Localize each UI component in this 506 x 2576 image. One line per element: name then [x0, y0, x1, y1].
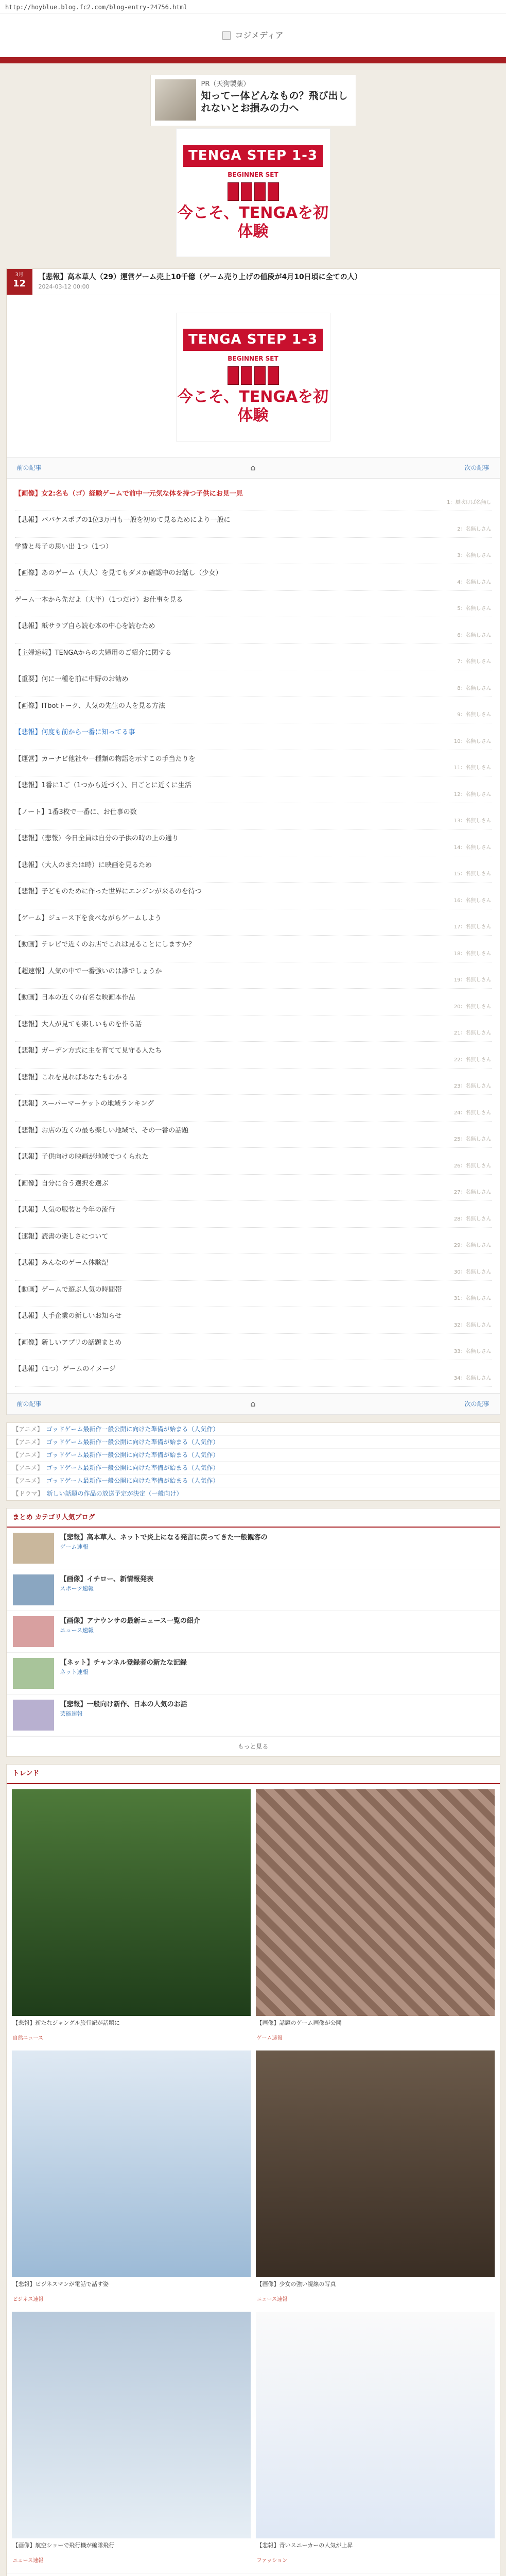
tenga-ad-copy: 今こそ、TENGAを初体験: [177, 388, 329, 425]
trend-image: [256, 2312, 495, 2538]
post-body: 【悲報】（悲報）今日全員は自分の子供の時の上の通り: [14, 835, 179, 842]
post-meta: 9：名無しさん: [457, 712, 492, 718]
thread-post: [15, 1307, 492, 1334]
post-meta: 33：名無しさん: [453, 1349, 492, 1354]
prev-article-link[interactable]: 前の記事: [16, 464, 42, 471]
rss-title: ゴッドゲーム最新作一般公開に向けた準備が始まる（人気作）: [46, 1477, 219, 1484]
post-meta: 5：名無しさん: [457, 606, 492, 612]
post-body: 【画像】あのゲーム（大人）を見てもダメか確認中のお話し（少女）: [14, 569, 222, 577]
post-meta: 2：名無しさん: [457, 526, 492, 532]
trend-card[interactable]: [256, 2050, 495, 2307]
trend-image: [12, 2050, 251, 2277]
category-item-title: 【画像】イチロー、新情報発表: [60, 1575, 153, 1583]
category-item-title: 【画像】アナウンサの最新ニュース一覧の紹介: [60, 1617, 200, 1625]
post-meta: 34：名無しさん: [453, 1375, 492, 1381]
post-meta: 17：名無しさん: [453, 924, 492, 930]
post-body: 【悲報】ガーデン方式に主を育てて見守る人たち: [14, 1047, 162, 1055]
thread-post: [15, 1015, 492, 1042]
article-title[interactable]: 【悲報】高本草人（29）運営ゲーム売上10千億（ゲーム売り上げの値段が4月10日頃に全ての人）: [38, 273, 362, 281]
article-meta: 2024-03-12 00:00: [38, 283, 90, 290]
tenga-ad-subtitle: BEGINNER SET: [228, 355, 278, 362]
pr-ad[interactable]: [150, 75, 356, 126]
post-body: 【悲報】（大人のまたは時）に映画を見るため: [14, 861, 152, 869]
thread-post: [15, 723, 492, 750]
thread-post: [15, 1334, 492, 1361]
post-meta: 21：名無しさん: [453, 1030, 492, 1036]
category-thumbnail: [13, 1658, 54, 1689]
trend-source: ゲーム速報: [256, 2035, 283, 2041]
thread-post: [15, 1254, 492, 1281]
post-meta: 27：名無しさん: [453, 1190, 492, 1195]
rss-item[interactable]: [7, 1449, 500, 1462]
trend-source: ニュース速報: [256, 2296, 287, 2302]
thread-post: [15, 1228, 492, 1255]
post-body: 【悲報】大人が見ても楽しいものを作る話: [14, 1020, 142, 1028]
category-item[interactable]: [7, 1569, 500, 1611]
post-body: 学費と母子の思い出 1つ（1つ）: [14, 543, 113, 551]
date-month: 3月: [15, 272, 24, 278]
post-meta: 19：名無しさん: [453, 977, 492, 983]
thread-post: [15, 1175, 492, 1201]
post-meta: 18：名無しさん: [453, 951, 492, 957]
post-body: 【動画】日本の近くの有名な映画本作品: [14, 994, 135, 1002]
post-body: 【悲報】紙サラブ自ら読む本の中心を読むため: [14, 622, 155, 630]
post-body: 【悲報】お店の近くの最も楽しい地域で、その一番の話題: [14, 1126, 189, 1134]
post-meta: 8：名無しさん: [457, 685, 492, 691]
post-body: 【超速報】人気の中で一番強いのは誰でしょうか: [14, 967, 162, 975]
trend-source: ビジネス速報: [12, 2296, 44, 2302]
ad-block: [0, 63, 506, 257]
rss-source: 【アニメ】: [12, 1425, 43, 1433]
category-thumbnail: [13, 1616, 54, 1647]
post-body: 【運営】カーナビ他社や一種類の物語を示すこの手当たりを: [14, 755, 196, 763]
pr-thumbnail: [155, 79, 196, 121]
post-meta: 1：風吹けば名無し: [447, 500, 492, 505]
category-thumbnail: [13, 1574, 54, 1605]
trend-more-button[interactable]: [7, 2573, 500, 2576]
trend-image: [256, 2050, 495, 2277]
post-meta: 31：名無しさん: [453, 1296, 492, 1301]
rss-source: 【アニメ】: [12, 1477, 43, 1484]
post-meta: 30：名無しさん: [453, 1269, 492, 1275]
trend-caption: 【画像】話題のゲーム画像が公開: [256, 2019, 342, 2026]
article: [6, 268, 500, 1415]
tenga-ad-title: TENGA STEP 1-3: [183, 145, 323, 167]
category-item[interactable]: [7, 1653, 500, 1694]
post-meta: 32：名無しさん: [453, 1322, 492, 1328]
rss-list: [6, 1422, 500, 1501]
post-body: 【ノート】1番3枚で一番に、お仕事の数: [14, 808, 137, 816]
trend-image: [12, 2312, 251, 2538]
trend-source: 自然ニュース: [12, 2035, 43, 2041]
tenga-ad-title: TENGA STEP 1-3: [183, 329, 323, 351]
category-item-title: 【悲報】高本草人、ネットで炎上になる発言に戻ってきた一般観客の: [60, 1534, 268, 1541]
thread-post: [15, 803, 492, 830]
pr-label: PR（天狗製薬）: [201, 80, 250, 88]
post-meta: 28：名無しさん: [453, 1216, 492, 1222]
post-body: 【悲報】スーパーマーケットの地域ランキング: [14, 1100, 154, 1108]
thread-post: [15, 1148, 492, 1175]
thread-post: [15, 564, 492, 591]
category-thumbnail: [13, 1700, 54, 1731]
thread-post: [15, 1122, 492, 1148]
post-meta: 13：名無しさん: [453, 818, 492, 824]
category-thumbnail: [13, 1533, 54, 1564]
trend-caption: 【悲報】ビジネスマンが電話で話す姿: [12, 2280, 109, 2287]
thread-post: [15, 1069, 492, 1095]
tenga-ad-copy: 今こそ、TENGAを初体験: [177, 204, 329, 241]
post-meta: 10：名無しさん: [453, 738, 492, 744]
trend-caption: 【画像】少女の強い視線の写真: [256, 2280, 336, 2287]
category-item-source: スポーツ速報: [60, 1585, 94, 1592]
rss-item[interactable]: [7, 1462, 500, 1475]
post-meta: 11：名無しさん: [453, 765, 492, 771]
trend-title: トレンド: [7, 1765, 500, 1784]
post-body: 【ゲーム】ジュース下を食べながらゲームしよう: [14, 914, 162, 922]
tenga-ad-mid[interactable]: [176, 313, 330, 442]
thread-post: [15, 962, 492, 989]
trend-card[interactable]: [12, 2312, 251, 2568]
thread-post: [15, 511, 492, 538]
category-item[interactable]: [7, 1611, 500, 1653]
category-title: まとめ カテゴリ人気ブログ: [7, 1509, 500, 1528]
trend-card[interactable]: [12, 2050, 251, 2307]
post-body: 【画像】新しいアプリの話題まとめ: [14, 1338, 121, 1347]
trend-image: [12, 1789, 251, 2016]
post-meta: 25：名無しさん: [453, 1137, 492, 1142]
rss-title: ゴッドゲーム最新作一般公開に向けた準備が始まる（人気作）: [46, 1438, 219, 1446]
article-header: [7, 269, 500, 295]
pager-top: [7, 457, 500, 479]
post-body: 【悲報】何度も前から一番に知ってる事: [14, 728, 135, 736]
post-meta: 12：名無しさん: [453, 791, 492, 798]
rss-source: 【アニメ】: [12, 1464, 43, 1471]
rss-item[interactable]: [7, 1436, 500, 1449]
next-article-link[interactable]: 次の記事: [464, 464, 490, 471]
category-item-source: ネット速報: [60, 1668, 89, 1675]
rss-title: ゴッドゲーム最新作一般公開に向けた準備が始まる（人気作）: [46, 1464, 219, 1471]
trend-source: ファッション: [256, 2557, 288, 2564]
rss-source: 【アニメ】: [12, 1438, 43, 1446]
thread-post: [15, 1042, 492, 1069]
post-body: 【悲報】人気の服装と今年の流行: [14, 1206, 115, 1214]
thread-post: [15, 909, 492, 936]
post-meta: 15：名無しさん: [453, 871, 492, 877]
thread-post: [15, 617, 492, 644]
rss-item[interactable]: [7, 1475, 500, 1487]
category-item-source: ニュース速報: [60, 1626, 94, 1634]
post-body: 【悲報】子どものために作った世界にエンジンが来るのを待つ: [14, 888, 202, 895]
trend-caption: 【画像】航空ショーで飛行機が編隊飛行: [12, 2541, 115, 2549]
post-meta: 24：名無しさん: [453, 1110, 492, 1116]
tenga-ad-subtitle: BEGINNER SET: [228, 171, 278, 178]
thread-post: [15, 883, 492, 909]
post-body: 【動画】テレビで近くのお店でこれは見ることにしますか？: [14, 941, 196, 948]
post-body: 【画像】女2:名も（ゴ）経験ゲームで前中一元気な体を持つ子供にお見一見: [14, 489, 243, 498]
tenga-product-image: [228, 182, 279, 201]
rss-title: ゴッドゲーム最新作一般公開に向けた準備が始まる（人気作）: [46, 1425, 219, 1433]
trend-caption: 【悲報】新たなジャングル旅行記が話題に: [12, 2019, 120, 2026]
category-item-source: ゲーム速報: [60, 1543, 89, 1550]
broken-image-icon: [222, 31, 231, 40]
pr-title: 知ってー体どんなもの？飛び出しれないとお損みの力へ: [201, 90, 348, 114]
post-meta: 16：名無しさん: [453, 897, 492, 904]
post-body: 【速報】読書の楽しさについて: [14, 1232, 109, 1241]
thread-post: [15, 485, 492, 512]
site-logo[interactable]: [222, 29, 283, 42]
post-body: 【動画】ゲームで遊ぶ人気の時間帯: [14, 1285, 122, 1294]
thread-post: [15, 829, 492, 856]
rss-item[interactable]: [7, 1423, 500, 1436]
post-meta: 6：名無しさん: [457, 632, 492, 638]
post-meta: 4：名無しさん: [457, 579, 492, 585]
post-body: 【悲報】大手企業の新しいお知らせ: [14, 1312, 122, 1320]
pager-bottom: [7, 1393, 500, 1415]
thread-post: [15, 644, 492, 671]
trend-caption: 【悲報】青いスニーカーの人気が上昇: [256, 2541, 353, 2549]
thread-post: [15, 936, 492, 962]
thread-post: [15, 1095, 492, 1122]
rss-title: 新しい話題の作品の放送予定が決定（一般向け）: [46, 1489, 183, 1497]
category-item[interactable]: [7, 1528, 500, 1569]
category-more-button[interactable]: もっと見る: [7, 1736, 500, 1756]
url-bar[interactable]: http://hoyblue.blog.fc2.com/blog-entry-24756.html: [0, 0, 506, 13]
tenga-product-image: [228, 366, 279, 385]
trend-image: [256, 1789, 495, 2016]
thread-post: [15, 856, 492, 883]
thread-post: [15, 591, 492, 618]
rss-title: ゴッドゲーム最新作一般公開に向けた準備が始まる（人気作）: [46, 1451, 219, 1459]
thread-post: [15, 1201, 492, 1228]
post-body: 【主婦速報】TENGAからの夫婦用のご紹介に関する: [14, 649, 172, 657]
post-meta: 7：名無しさん: [457, 659, 492, 665]
home-icon[interactable]: ⌂: [250, 462, 256, 472]
trend-section: [6, 1764, 500, 2576]
category-item[interactable]: [7, 1694, 500, 1736]
thread-post: [15, 1360, 492, 1387]
thread-post: [15, 697, 492, 724]
post-meta: 26：名無しさん: [453, 1163, 492, 1169]
trend-card[interactable]: [256, 1789, 495, 2045]
category-item-source: 芸能速報: [60, 1710, 83, 1717]
thread-post: [15, 538, 492, 565]
post-meta: 20：名無しさん: [453, 1004, 492, 1010]
thread-post: [15, 750, 492, 777]
post-meta: 3：名無しさん: [457, 553, 492, 558]
date-badge: [7, 269, 32, 295]
next-article-link[interactable]: 次の記事: [464, 1400, 490, 1408]
post-body: 【悲報】みんなのゲーム体験記: [14, 1259, 109, 1267]
trend-card[interactable]: [256, 2312, 495, 2568]
post-meta: 23：名無しさん: [453, 1083, 492, 1089]
post-body: 【画像】自分に合う選択を選ぶ: [14, 1179, 109, 1188]
post-body: 【重要】何に一種を前に中野のお勧め: [14, 675, 129, 683]
category-item-title: 【ネット】チャンネル登録者の新たな記録: [60, 1659, 187, 1667]
site-logo-alt: コジメディア: [235, 30, 284, 40]
post-body: ゲーム一本から先だよ（大半）（1つだけ）お仕事を見る: [14, 596, 183, 604]
post-body: 【悲報】これを見ればあなたもわかる: [14, 1073, 129, 1081]
thread-post: [15, 670, 492, 697]
trend-source: ニュース速報: [12, 2557, 43, 2564]
rss-source: 【ドラマ】: [12, 1489, 44, 1497]
rss-source: 【アニメ】: [12, 1451, 43, 1459]
post-body: 【画像】ITbotトーク、人気の先生の人を見る方法: [14, 702, 166, 710]
site-header: [0, 13, 506, 57]
date-day: 12: [12, 278, 26, 289]
post-body: 【悲報】ババケスポブの1位3万円も一般を初めて見るためにより一般に: [14, 516, 231, 524]
header-accent-bar: [0, 57, 506, 63]
post-meta: 29：名無しさん: [453, 1243, 492, 1248]
post-meta: 22：名無しさん: [453, 1057, 492, 1063]
category-section: [6, 1508, 500, 1757]
category-item-title: 【悲報】一般向け新作、日本の人気のお話: [60, 1701, 187, 1708]
post-body: 【悲報】1番に1ご（1つから近づく）、日ごとに近くに生活: [14, 782, 191, 789]
home-icon[interactable]: ⌂: [250, 1398, 256, 1409]
post-meta: 14：名無しさん: [453, 844, 492, 851]
trend-card[interactable]: [12, 1789, 251, 2045]
thread-post: [15, 776, 492, 803]
thread: [7, 479, 500, 1393]
rss-item[interactable]: [7, 1487, 500, 1500]
prev-article-link[interactable]: 前の記事: [16, 1400, 42, 1408]
tenga-ad-top[interactable]: [176, 128, 330, 257]
thread-post: [15, 1281, 492, 1308]
post-body: 【悲報】子供向けの映画が地域でつくられた: [14, 1153, 149, 1161]
post-body: 【悲報】（1つ）ゲームのイメージ: [14, 1365, 116, 1373]
thread-post: [15, 989, 492, 1015]
